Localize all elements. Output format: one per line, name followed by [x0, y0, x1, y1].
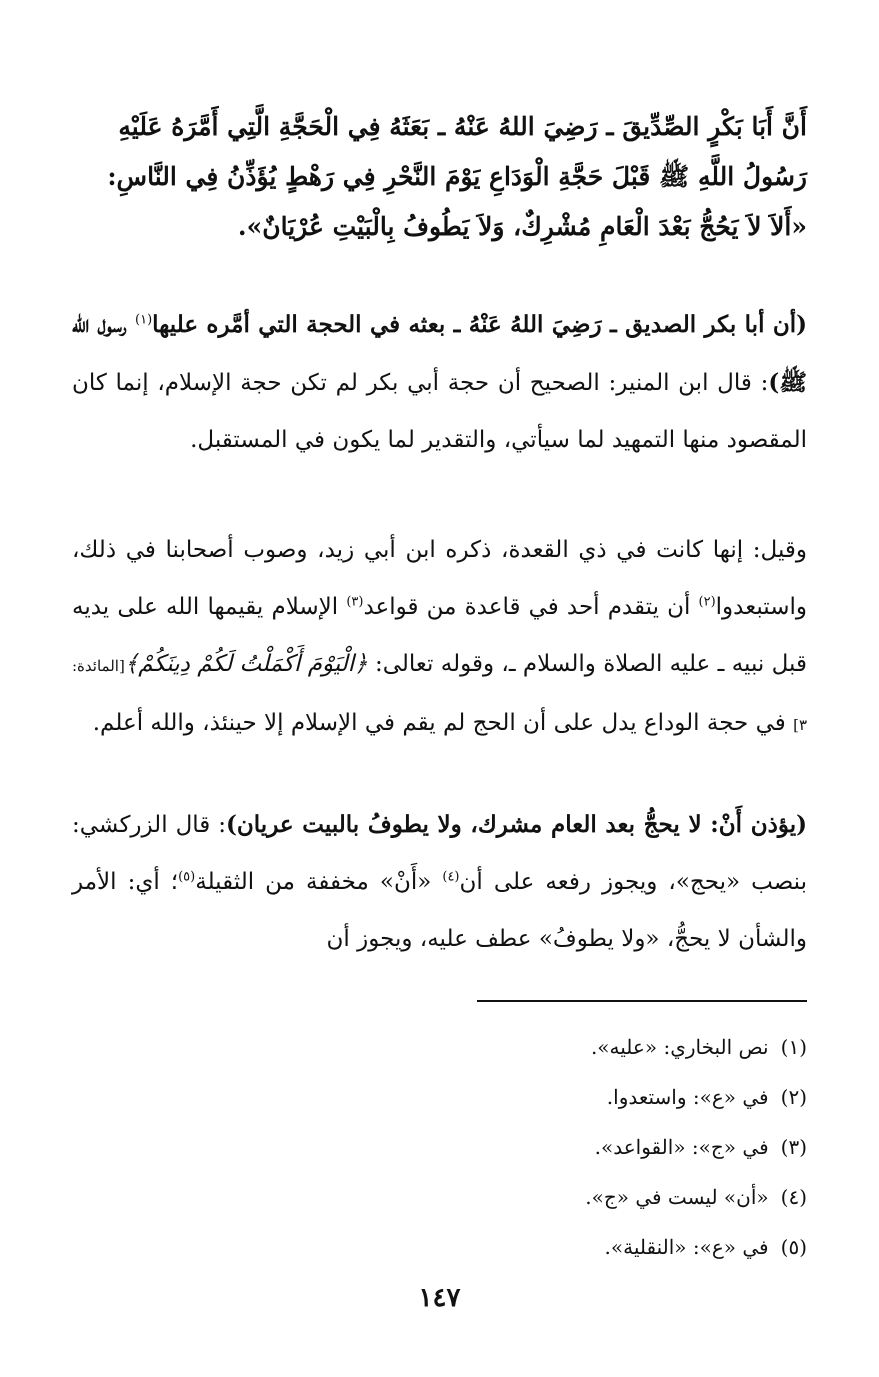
quran-verse: ﴿الْيَوْمَ أَكْمَلْتُ لَكُمْ دِينَكُمْ﴾	[124, 651, 368, 677]
commentary-text: في حجة الوداع يدل على أن الحج لم يقم في الإسلام إلا حينئذ، والله أعلم.	[92, 710, 794, 736]
commentary-text: الإسلام يقيمها الله على يديه قبل نبيه ـ عليه الصلاة والسلام ـ، وقوله تعالى:	[72, 594, 807, 677]
quoted-hadith-lead: (أن أبا بكر الصديق ـ رَضِيَ اللهُ عَنْهُ ـ بعثه في الحجة التي أمَّره عليها	[152, 311, 807, 338]
footnotes-list	[200, 1022, 807, 1272]
quoted-hadith-lead: (يؤذن أَنْ: لا يحجُّ بعد العام مشرك، ولا يطوفُ بالبيت عريان)	[226, 811, 807, 838]
commentary-text: : قال الزركشي: بنصب «يحج»، ويجوز رفعه على أن	[72, 812, 807, 895]
footnote-text: في «ع»: واستعدوا.	[606, 1085, 769, 1109]
footnote-number: (٥)	[780, 1235, 807, 1259]
footnote-text: «أن» ليست في «ج».	[585, 1185, 769, 1209]
page-number: ١٤٧	[418, 1283, 461, 1313]
footnote-number: (٤)	[780, 1185, 807, 1209]
footnote-item	[200, 1122, 807, 1172]
surah-reference: [المائدة: ٣]	[72, 657, 807, 734]
commentary-text: وقيل: إنها كانت في ذي القعدة، ذكره ابن أبي زيد، وصوب أصحابنا في ذلك، واستبعدوا	[72, 537, 807, 620]
footnote-marker[interactable]: (٢)	[698, 594, 716, 610]
commentary-paragraph-1	[72, 296, 807, 469]
footnote-item	[200, 1172, 807, 1222]
footnote-marker[interactable]: (٤)	[442, 869, 460, 885]
hadith-line: «أَلاَ لاَ يَحُجُّ بَعْدَ الْعَامِ مُشْرِكٌ، وَلاَ يَطُوفُ بِالْبَيْتِ عُرْيَانٌ».	[237, 212, 807, 241]
footnote-text: في «ع»: «النقلية».	[604, 1235, 769, 1259]
commentary-text: «أَنْ» مخففة من الثقيلة	[195, 869, 443, 895]
footnote-text: نص البخاري: «عليه».	[590, 1035, 769, 1059]
commentary-paragraph-2	[72, 522, 807, 754]
hadith-line: أَنَّ أَبَا بَكْرٍ الصِّدِّيقَ ـ رَضِيَ اللهُ عَنْهُ ـ بَعَثَهُ فِي الْحَجَّةِ الَّتِي أَمَّرَهُ عَلَيْهِ	[118, 112, 807, 141]
footnote-number: (٢)	[780, 1085, 807, 1109]
quoted-hadith-lead-end: رسول الله ﷺ)	[72, 311, 807, 396]
footnote-marker[interactable]: (١)	[135, 312, 153, 328]
footnote-divider	[477, 1000, 807, 1002]
footnote-marker[interactable]: (٣)	[346, 594, 364, 610]
footnote-item	[200, 1222, 807, 1272]
footnote-number: (٣)	[780, 1135, 807, 1159]
footnote-number: (١)	[780, 1035, 807, 1059]
commentary-text: أن يتقدم أحد في قاعدة من قواعد	[363, 594, 699, 620]
footnote-text: في «ج»: «القواعد».	[594, 1135, 769, 1159]
commentary-paragraph-3	[72, 796, 807, 968]
hadith-line: رَسُولُ اللَّهِ ﷺ قَبْلَ حَجَّةِ الْوَدَاعِ يَوْمَ النَّحْرِ فِي رَهْطٍ يُؤَذِّنُ فِي النَّاسِ:	[107, 162, 807, 191]
footnote-item	[200, 1022, 807, 1072]
footnote-marker[interactable]: (٥)	[178, 869, 196, 885]
commentary-text: ؛ أي: الأمر والشأن لا يحجُّ، «ولا يطوفُ» عطف عليه، ويجوز أن	[72, 869, 807, 952]
footnote-item	[200, 1072, 807, 1122]
commentary-text: : قال ابن المنير: الصحيح أن حجة أبي بكر لم تكن حجة الإسلام، إنما كان المقصود منها التمهيد لما سيأتي، والتقدير لما يكون في المستقبل.	[72, 370, 807, 453]
hadith-text	[72, 102, 807, 252]
